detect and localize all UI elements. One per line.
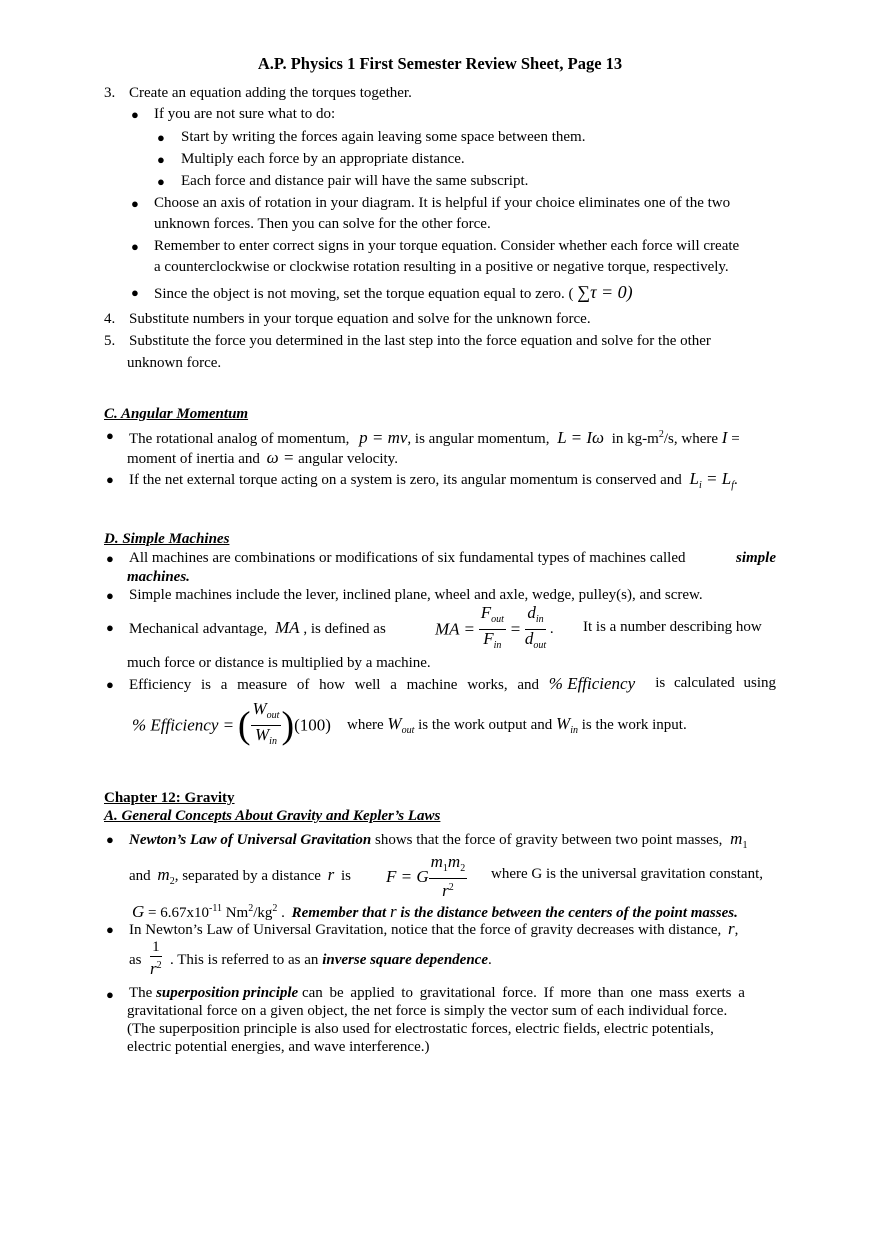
gravitation-formula: F = G $\frac{m_1m_2}{r^2}$ bbox=[386, 852, 466, 900]
list-item bbox=[154, 283, 633, 304]
list-item: All machines are combinations or modifications of six fundamental types of machines called simple bbox=[129, 550, 776, 566]
bullet-icon: ● bbox=[106, 922, 114, 937]
section-heading-gravity: A. General Concepts About Gravity and Kepler’s Laws bbox=[104, 808, 441, 824]
list-item-continuation: gravitational force on a given object, the net force is simply the vector sum of each individual force. bbox=[127, 1003, 728, 1019]
list-item-text: . This is referred to as an inverse square dependence. bbox=[170, 952, 492, 968]
list-item-continuation: unknown forces. Then you can solve for the other force. bbox=[154, 216, 491, 232]
efficiency-formula: % Efficiency = ( $\frac{W_{out}}{W_{in}}$ )(100) bbox=[132, 699, 331, 747]
list-item-text: It is a number describing how bbox=[583, 619, 762, 635]
bullet-icon: ● bbox=[131, 107, 139, 122]
list-item-continuation: a counterclockwise or clockwise rotation resulting in a positive or negative torque, respectively. bbox=[154, 259, 729, 275]
list-item: Multiply each force by an appropriate distance. bbox=[181, 151, 465, 167]
bullet-icon: ● bbox=[131, 239, 139, 254]
list-item-continuation: machines. bbox=[127, 569, 190, 585]
step-5-text: Substitute the force you determined in the last step into the force equation and solve for the other bbox=[129, 333, 711, 349]
list-item-continuation: moment of inertia and ω = angular velocity. bbox=[127, 448, 398, 467]
list-item: Remember to enter correct signs in your torque equation. Consider whether each force will create bbox=[154, 238, 740, 254]
torque-equation: ∑τ = 0) bbox=[577, 282, 633, 302]
list-item-text: where G is the universal gravitation constant, bbox=[491, 866, 764, 882]
gravitational-constant: $G = 6.67x10^{-11}$ $Nm^2/kg^2$ . Remember that r is the distance between the centers of the point masses. bbox=[132, 902, 738, 921]
bullet-icon: ● bbox=[131, 285, 139, 300]
list-item-continuation: as bbox=[129, 952, 142, 968]
step-5-continuation: unknown force. bbox=[127, 355, 222, 371]
step-number: 5. bbox=[104, 333, 116, 349]
bullet-icon: ● bbox=[157, 152, 165, 167]
bullet-icon: ● bbox=[106, 987, 114, 1002]
angular-momentum-equation: L = Iω bbox=[557, 428, 605, 447]
step-4-text: Substitute numbers in your torque equation and solve for the unknown force. bbox=[129, 311, 591, 327]
bullet-icon: ● bbox=[106, 472, 114, 487]
list-item-continuation: (The superposition principle is also used for electrostatic forces, electric fields, electric potentials, bbox=[127, 1021, 714, 1037]
list-item: Mechanical advantage, MA , is defined as bbox=[129, 618, 386, 637]
list-item: If you are not sure what to do: bbox=[154, 106, 336, 122]
momentum-equation: p = mv bbox=[359, 428, 408, 447]
bullet-icon: ● bbox=[106, 428, 114, 443]
section-heading-simple-machines: D. Simple Machines bbox=[104, 531, 230, 547]
list-item: The rotational analog of momentum, p = mv, is angular momentum, L = Iω in $kg-m^2/s$, where I = bbox=[129, 428, 740, 447]
list-item: If the net external torque acting on a system is zero, its angular momentum is conserved and $L_i = L_f$. bbox=[129, 469, 738, 491]
bullet-icon: ● bbox=[106, 620, 114, 635]
inverse-square-fraction: $\frac{1}{r^2}$ bbox=[150, 939, 162, 978]
mechanical-advantage-formula: MA = $\frac{F_{out}}{F_{in}}$ = $\frac{d_{in}}{d_{out}}$ . bbox=[435, 603, 554, 651]
bullet-icon: ● bbox=[106, 832, 114, 847]
bullet-icon: ● bbox=[157, 174, 165, 189]
bullet-icon: ● bbox=[106, 551, 114, 566]
bullet-icon: ● bbox=[106, 588, 114, 603]
section-heading-angular-momentum: C. Angular Momentum bbox=[104, 406, 249, 422]
step-number: 4. bbox=[104, 311, 116, 327]
list-item: Choose an axis of rotation in your diagram. It is helpful if your choice eliminates one of the two bbox=[154, 195, 731, 211]
page-title: A.P. Physics 1 First Semester Review Sheet, Page 13 bbox=[257, 54, 623, 73]
list-item: Newton’s Law of Universal Gravitation shows that the force of gravity between two point masses, $m_1$ bbox=[129, 829, 748, 851]
list-item: Start by writing the forces again leaving some space between them. bbox=[181, 129, 586, 145]
step-number: 3. bbox=[104, 85, 116, 101]
list-item: Each force and distance pair will have the same subscript. bbox=[181, 173, 529, 189]
list-item-continuation: electric potential energies, and wave interference.) bbox=[127, 1039, 430, 1055]
list-item: The superposition principle can be applied to gravitational force. If more than one mass exerts a bbox=[129, 985, 745, 1001]
bullet-icon: ● bbox=[131, 196, 139, 211]
bullet-icon: ● bbox=[106, 677, 114, 692]
list-item: Efficiency is a measure of how well a machine works, and % Efficiency is calculated using bbox=[129, 674, 776, 693]
list-item: In Newton’s Law of Universal Gravitation, notice that the force of gravity decreases with distance, r, bbox=[129, 919, 739, 938]
list-item: Simple machines include the lever, inclined plane, wheel and axle, wedge, pulley(s), and screw. bbox=[129, 587, 703, 603]
bullet-icon: ● bbox=[157, 130, 165, 145]
list-item-continuation: much force or distance is multiplied by a machine. bbox=[127, 655, 431, 671]
torque-text: Since the object is not moving, set the torque equation equal to zero. ( bbox=[154, 286, 574, 302]
step-3-text: Create an equation adding the torques together. bbox=[129, 85, 412, 101]
list-item-continuation: and $m_2$, separated by a distance r is bbox=[129, 865, 352, 887]
chapter-heading: Chapter 12: Gravity bbox=[104, 790, 235, 806]
efficiency-description: where $W_{out}$ is the work output and $W_{in}$ is the work input. bbox=[347, 714, 687, 736]
